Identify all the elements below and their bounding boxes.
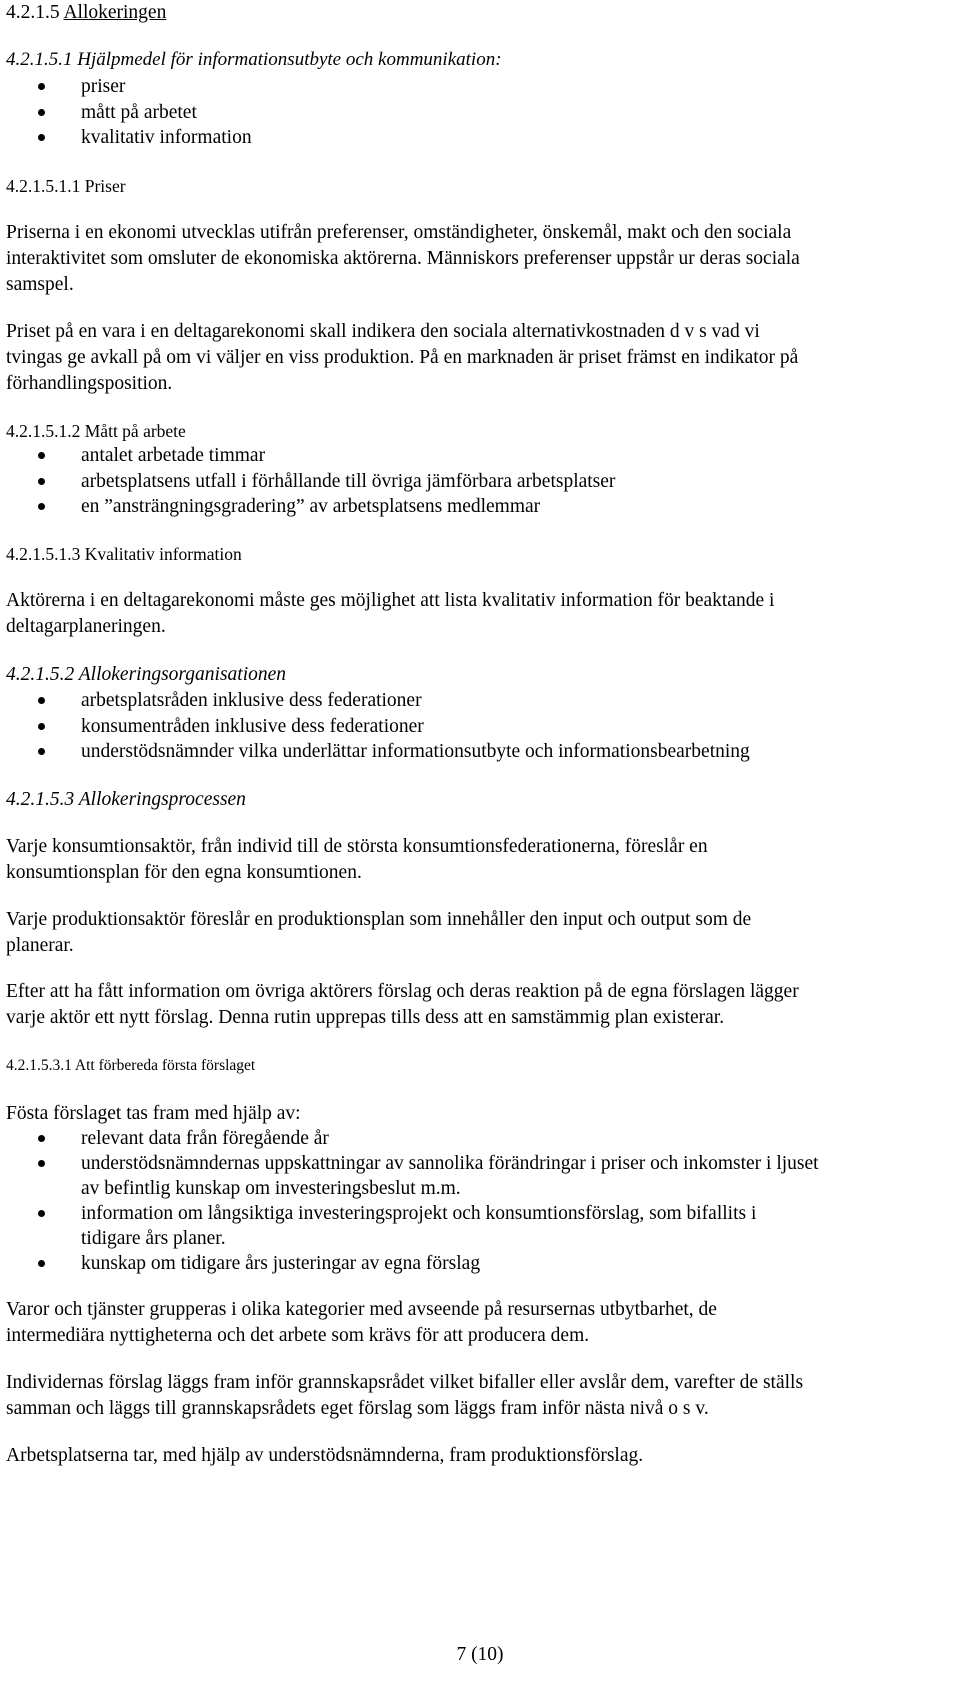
list-item [0, 1251, 819, 1276]
list-item [0, 125, 252, 151]
list-item [0, 469, 615, 495]
paragraph-line: Fösta förslaget tas fram med hjälp av: [6, 1103, 301, 1124]
bullet-icon [38, 134, 45, 141]
subsection-heading: 4.2.1.5.1.2 Mått på arbete [6, 421, 186, 441]
list-item-text: konsumentråden inklusive dess federationer [81, 715, 424, 737]
list-item-text: arbetsplatsråden inklusive dess federationer [81, 690, 422, 711]
section-number: 4.2.1.5 [6, 2, 60, 23]
list-item [0, 739, 750, 765]
list-item-text: antalet arbetade timmar [81, 445, 266, 466]
list-item [0, 1126, 819, 1151]
bullet-list [0, 74, 252, 151]
paragraph-line: Varje konsumtionsaktör, från individ till de största konsumtionsfederationerna, föreslår en [6, 836, 708, 857]
paragraph-line: Varje produktionsaktör föreslår en produktionsplan som innehåller den input och output som de [6, 909, 752, 930]
page-number: 7 (10) [456, 1644, 504, 1665]
paragraph-line: intermediära nyttigheterna och det arbete som krävs för att producera dem. [6, 1325, 590, 1346]
bullet-icon [38, 109, 45, 116]
list-item-text: information om långsiktiga investeringsprojekt och konsumtionsförslag, som bifallits i [81, 1203, 757, 1224]
bullet-list [0, 443, 615, 520]
bullet-icon [38, 697, 45, 704]
subsection-heading: 4.2.1.5.3 Allokeringsprocessen [6, 789, 246, 810]
paragraph-line: Arbetsplatserna tar, med hjälp av understödsnämnderna, fram produktionsförslag. [6, 1445, 644, 1466]
paragraph-line: förhandlingsposition. [6, 373, 173, 394]
list-item-text: en ”ansträngningsgradering” av arbetsplatsens medlemmar [81, 496, 541, 517]
bullet-icon [38, 748, 45, 755]
paragraph-line: samman och läggs till grannskapsrådets eget förslag som läggs fram inför nästa nivå o s v. [6, 1398, 709, 1419]
list-item-text: kunskap om tidigare års justeringar av egna förslag [81, 1253, 481, 1274]
list-item-text: mått på arbetet [81, 101, 197, 123]
section-heading [6, 0, 166, 26]
bullet-icon [38, 1210, 45, 1217]
subsection-heading: 4.2.1.5.3.1 Att förbereda första förslaget [6, 1057, 256, 1074]
list-item [0, 443, 615, 469]
paragraph-line: Efter att ha fått information om övriga aktörers förslag och deras reaktion på de egna förslagen lägger [6, 981, 799, 1002]
list-item [0, 688, 750, 714]
bullet-icon [38, 452, 45, 459]
list-item-text: understödsnämndernas uppskattningar av sannolika förändringar i priser och inkomster i ljuset [81, 1153, 819, 1174]
subsection-heading: 4.2.1.5.1.1 Priser [6, 176, 126, 196]
list-item [0, 1201, 819, 1251]
paragraph-line: Varor och tjänster grupperas i olika kategorier med avseende på resursernas utbytbarhet, de [6, 1299, 717, 1320]
list-item-text: arbetsplatsens utfall i förhållande till övriga jämförbara arbetsplatser [81, 470, 616, 492]
paragraph-line: Individernas förslag läggs fram inför grannskapsrådet vilket bifaller eller avslår dem, varefter de ställs [6, 1372, 804, 1393]
list-item-text: tidigare års planer. [81, 1228, 226, 1249]
paragraph-line: Aktörerna i en deltagarekonomi måste ges möjlighet att lista kvalitativ information för beaktande i [6, 590, 775, 611]
subsection-heading: 4.2.1.5.2 Allokeringsorganisationen [6, 664, 287, 685]
bullet-list [0, 688, 750, 765]
list-item-text: priser [81, 76, 126, 97]
bullet-list [0, 1126, 819, 1276]
list-item [0, 1151, 819, 1201]
paragraph-line: Priset på en vara i en deltagarekonomi skall indikera den sociala alternativkostnaden d v s vad vi [6, 321, 760, 342]
paragraph-line: konsumtionsplan för den egna konsumtionen. [6, 862, 362, 883]
list-item [0, 714, 750, 740]
list-item [0, 74, 252, 100]
paragraph-line: planerar. [6, 935, 74, 956]
bullet-icon [38, 1135, 45, 1142]
bullet-icon [38, 478, 45, 485]
list-item-text: kvalitativ information [81, 127, 252, 148]
paragraph-line: samspel. [6, 274, 74, 295]
paragraph-line: interaktivitet som omsluter de ekonomiska aktörerna. Människors preferenser uppstår ur deras sociala [6, 248, 800, 269]
list-item-text: av befintlig kunskap om investeringsbeslut m.m. [81, 1178, 461, 1199]
list-item [0, 494, 615, 520]
paragraph-line: deltagarplaneringen. [6, 616, 166, 637]
bullet-icon [38, 723, 45, 730]
bullet-icon [38, 83, 45, 90]
bullet-icon [38, 1260, 45, 1267]
list-item-text: understödsnämnder vilka underlättar informationsutbyte och informationsbearbetning [81, 741, 750, 762]
section-title-link[interactable]: Allokeringen [63, 2, 167, 23]
paragraph-line: Priserna i en ekonomi utvecklas utifrån preferenser, omständigheter, önskemål, makt och den sociala [6, 222, 792, 243]
subsection-heading: 4.2.1.5.1 Hjälpmedel för informationsutbyte och kommunikation: [6, 49, 502, 70]
subsection-heading: 4.2.1.5.1.3 Kvalitativ information [6, 544, 242, 564]
paragraph-line: varje aktör ett nytt förslag. Denna rutin upprepas tills dess att en samstämmig plan existerar. [6, 1007, 725, 1028]
paragraph-line: tvingas ge avkall på om vi väljer en viss produktion. På en marknaden är priset främst en indikator på [6, 347, 799, 368]
list-item [0, 100, 252, 126]
list-item-text: relevant data från föregående år [81, 1128, 329, 1149]
bullet-icon [38, 503, 45, 510]
bullet-icon [38, 1160, 45, 1167]
